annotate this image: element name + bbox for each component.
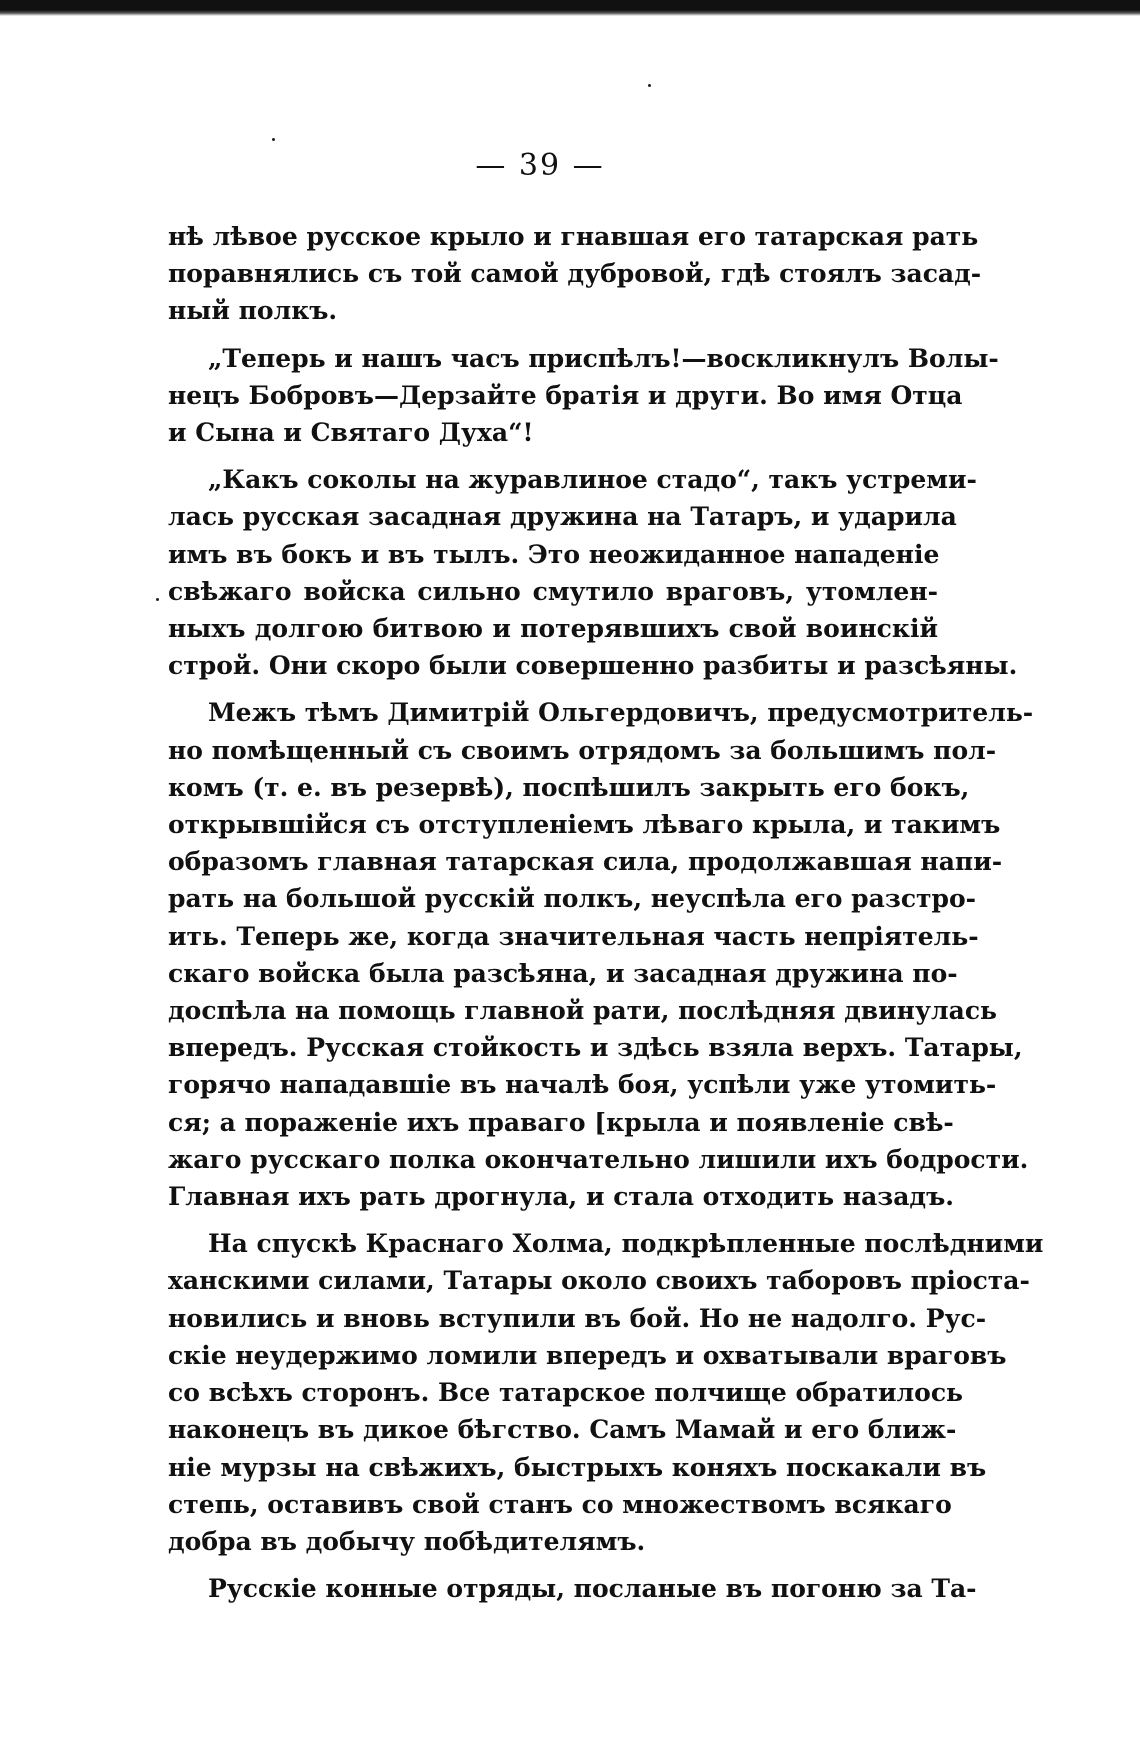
text-line: рать на большой русскій полкъ, неуспѣла его разстро- [168, 884, 977, 914]
page-body-text [168, 218, 1044, 1607]
text-line: добра въ добычу побѣдителямъ. [168, 1526, 646, 1556]
text-line: поравнялись съ той самой дубровой, гдѣ стоялъ засад- [168, 259, 982, 289]
text-line: образомъ главная татарская сила, продолжавшая напи- [168, 847, 1003, 877]
paragraph [168, 1570, 977, 1607]
text-line: нецъ Бобровъ—Дерзайте братія и други. Во имя Отца [168, 380, 963, 410]
paragraph [168, 694, 1034, 1215]
paragraph [168, 461, 1018, 684]
text-line: новились и вновь вступили въ бой. Но не надолго. Рус- [168, 1303, 987, 1333]
page-number: — 39 — [475, 148, 605, 183]
text-line: наконецъ въ дикое бѣгство. Самъ Мамай и его ближ- [168, 1415, 957, 1445]
text-line: и Сына и Святаго Духа“! [168, 418, 534, 448]
text-line: строй. Они скоро были совершенно разбиты и разсѣяны. [168, 651, 1018, 681]
text-line: „Какъ соколы на журавлиное стадо“, такъ устреми- [208, 465, 977, 495]
text-line: скаго войска была разсѣяна, и засадная дружина по- [168, 958, 958, 988]
text-line: лась русская засадная дружина на Татаръ, и ударила [168, 502, 957, 532]
text-line: ся; а пораженіе ихъ праваго [крыла и появленіе свѣ- [168, 1107, 954, 1137]
text-line: горячо нападавшіе въ началѣ боя, успѣли уже утомить- [168, 1070, 997, 1100]
text-line: Главная ихъ рать дрогнула, и стала отходить назадъ. [168, 1182, 954, 1212]
text-line: На спускѣ Краснаго Холма, подкрѣпленные послѣдними [208, 1229, 1044, 1259]
scan-top-edge [0, 0, 1140, 16]
scan-speck [156, 598, 159, 601]
scan-speck [272, 138, 275, 141]
text-line: жаго русскаго полка окончательно лишили ихъ бодрости. [168, 1144, 1029, 1174]
text-line: имъ въ бокъ и въ тылъ. Это неожиданное нападеніе [168, 539, 940, 569]
text-line: комъ (т. е. въ резервѣ), поспѣшилъ закрыть его бокъ, [168, 772, 970, 802]
text-line: открывшійся съ отступленіемъ лѣваго крыла, и такимъ [168, 810, 1001, 840]
text-line: ныхъ долгою битвою и потерявшихъ свой воинскій [168, 614, 938, 644]
text-line: со всѣхъ сторонъ. Все татарское полчище обратилось [168, 1378, 964, 1408]
text-line: Русскіе конные отряды, посланые въ погоню за Та- [208, 1574, 977, 1604]
text-line: „Теперь и нашъ часъ приспѣлъ!—воскликнулъ Волы- [208, 343, 999, 373]
text-line: впередъ. Русская стойкость и здѣсь взяла верхъ. Татары, [168, 1033, 1023, 1063]
text-line: ніе мурзы на свѣжихъ, быстрыхъ коняхъ поскакали въ [168, 1452, 987, 1482]
text-line: скіе неудержимо ломили впередъ и охватывали враговъ [168, 1340, 1007, 1370]
text-line: доспѣла на помощь главной рати, послѣдняя двинулась [168, 996, 998, 1026]
text-line: свѣжаго войска сильно смутило враговъ, утомлен- [168, 576, 938, 606]
text-line: степь, оставивъ свой станъ со множествомъ всякаго [168, 1489, 952, 1519]
text-line: нѣ лѣвое русское крыло и гнавшая его татарская рать [168, 222, 979, 251]
text-line: ить. Теперь же, когда значительная часть непріятель- [168, 921, 979, 951]
text-line: Межъ тѣмъ Димитрій Ольгердовичъ, предусмотритель- [208, 698, 1034, 728]
text-line: но помѣщенный съ своимъ отрядомъ за большимъ пол- [168, 735, 997, 765]
paragraph [168, 218, 982, 330]
paragraph [168, 340, 999, 452]
text-line: ный полкъ. [168, 296, 338, 326]
text-line: ханскими силами, Татары около своихъ таборовъ пріоста- [168, 1266, 1030, 1296]
scan-speck [648, 84, 651, 87]
paragraph [168, 1225, 1044, 1560]
